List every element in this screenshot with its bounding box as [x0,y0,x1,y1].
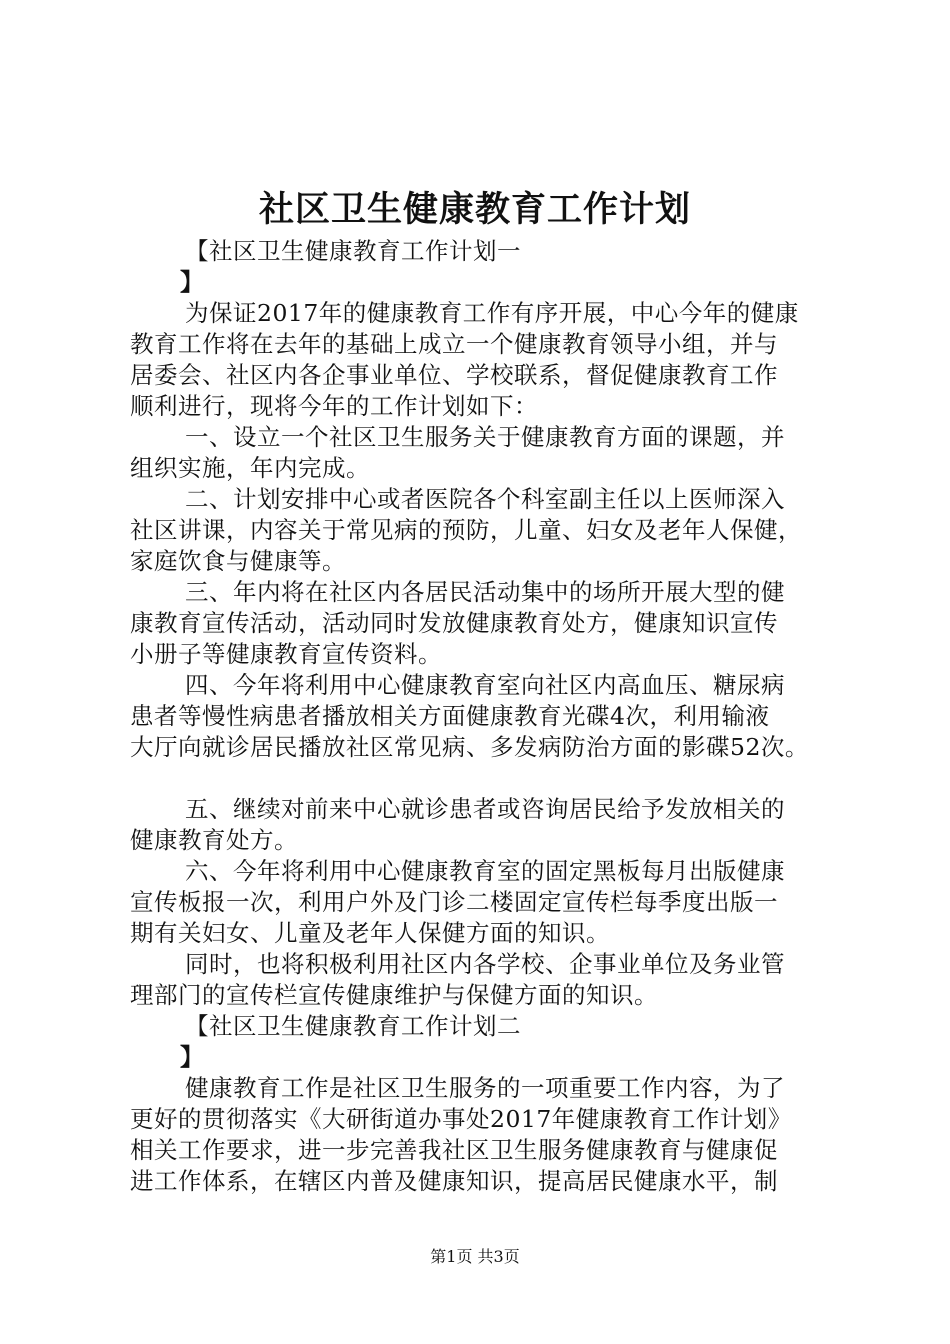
text-line: 】 [180,268,204,296]
text-line: 健康教育工作是社区卫生服务的一项重要工作内容，为了 [185,1074,785,1102]
text-line: 组织实施，年内完成。 [130,454,370,482]
text-line: 【社区卫生健康教育工作计划二 [185,1012,521,1040]
document-body [130,236,830,1197]
text-line: 更好的贯彻落实《大研街道办事处2017年健康教育工作计划》 [130,1105,792,1133]
text-line: 一、设立一个社区卫生服务关于健康教育方面的课题，并 [185,423,785,451]
text-line: 社区讲课，内容关于常见病的预防，儿童、妇女及老年人保健， [130,516,802,544]
text-line: 二、计划安排中心或者医院各个科室副主任以上医师深入 [185,485,785,513]
text-line: 小册子等健康教育宣传资料。 [130,640,442,668]
text-line: 相关工作要求，进一步完善我社区卫生服务健康教育与健康促 [130,1136,778,1164]
page-footer: 第1页 共3页 [430,1247,520,1266]
text-line: 大厅向就诊居民播放社区常见病、多发病防治方面的影碟52次。 [130,733,809,761]
text-line: 五、继续对前来中心就诊患者或咨询居民给予发放相关的 [185,795,785,823]
text-line: 顺利进行，现将今年的工作计划如下： [130,392,538,420]
text-line: 三、年内将在社区内各居民活动集中的场所开展大型的健 [185,578,785,606]
text-line: 六、今年将利用中心健康教育室的固定黑板每月出版健康 [185,857,785,885]
text-line: 同时，也将积极利用社区内各学校、企事业单位及务业管 [185,950,785,978]
text-line: 期有关妇女、儿童及老年人保健方面的知识。 [130,919,610,947]
text-line: 健康教育处方。 [130,826,298,854]
text-line: 进工作体系，在辖区内普及健康知识，提高居民健康水平，制 [130,1167,778,1195]
text-line: 【社区卫生健康教育工作计划一 [185,237,521,265]
blank-line [130,763,830,794]
text-line: 教育工作将在去年的基础上成立一个健康教育领导小组，并与 [130,330,778,358]
text-line: 居委会、社区内各企事业单位、学校联系，督促健康教育工作 [130,361,778,389]
text-line: 四、今年将利用中心健康教育室向社区内高血压、糖尿病 [185,671,785,699]
text-line: 为保证2017年的健康教育工作有序开展，中心今年的健康 [185,299,799,327]
text-line: 家庭饮食与健康等。 [130,547,346,575]
text-line: 宣传板报一次，利用户外及门诊二楼固定宣传栏每季度出版一 [130,888,778,916]
text-line: 】 [180,1043,204,1071]
text-line: 康教育宣传活动，活动同时发放健康教育处方，健康知识宣传 [130,609,778,637]
document-title: 社区卫生健康教育工作计划 [258,189,691,230]
text-line: 理部门的宣传栏宣传健康维护与保健方面的知识。 [130,981,658,1009]
text-line: 患者等慢性病患者播放相关方面健康教育光碟4次，利用输液 [130,702,770,730]
